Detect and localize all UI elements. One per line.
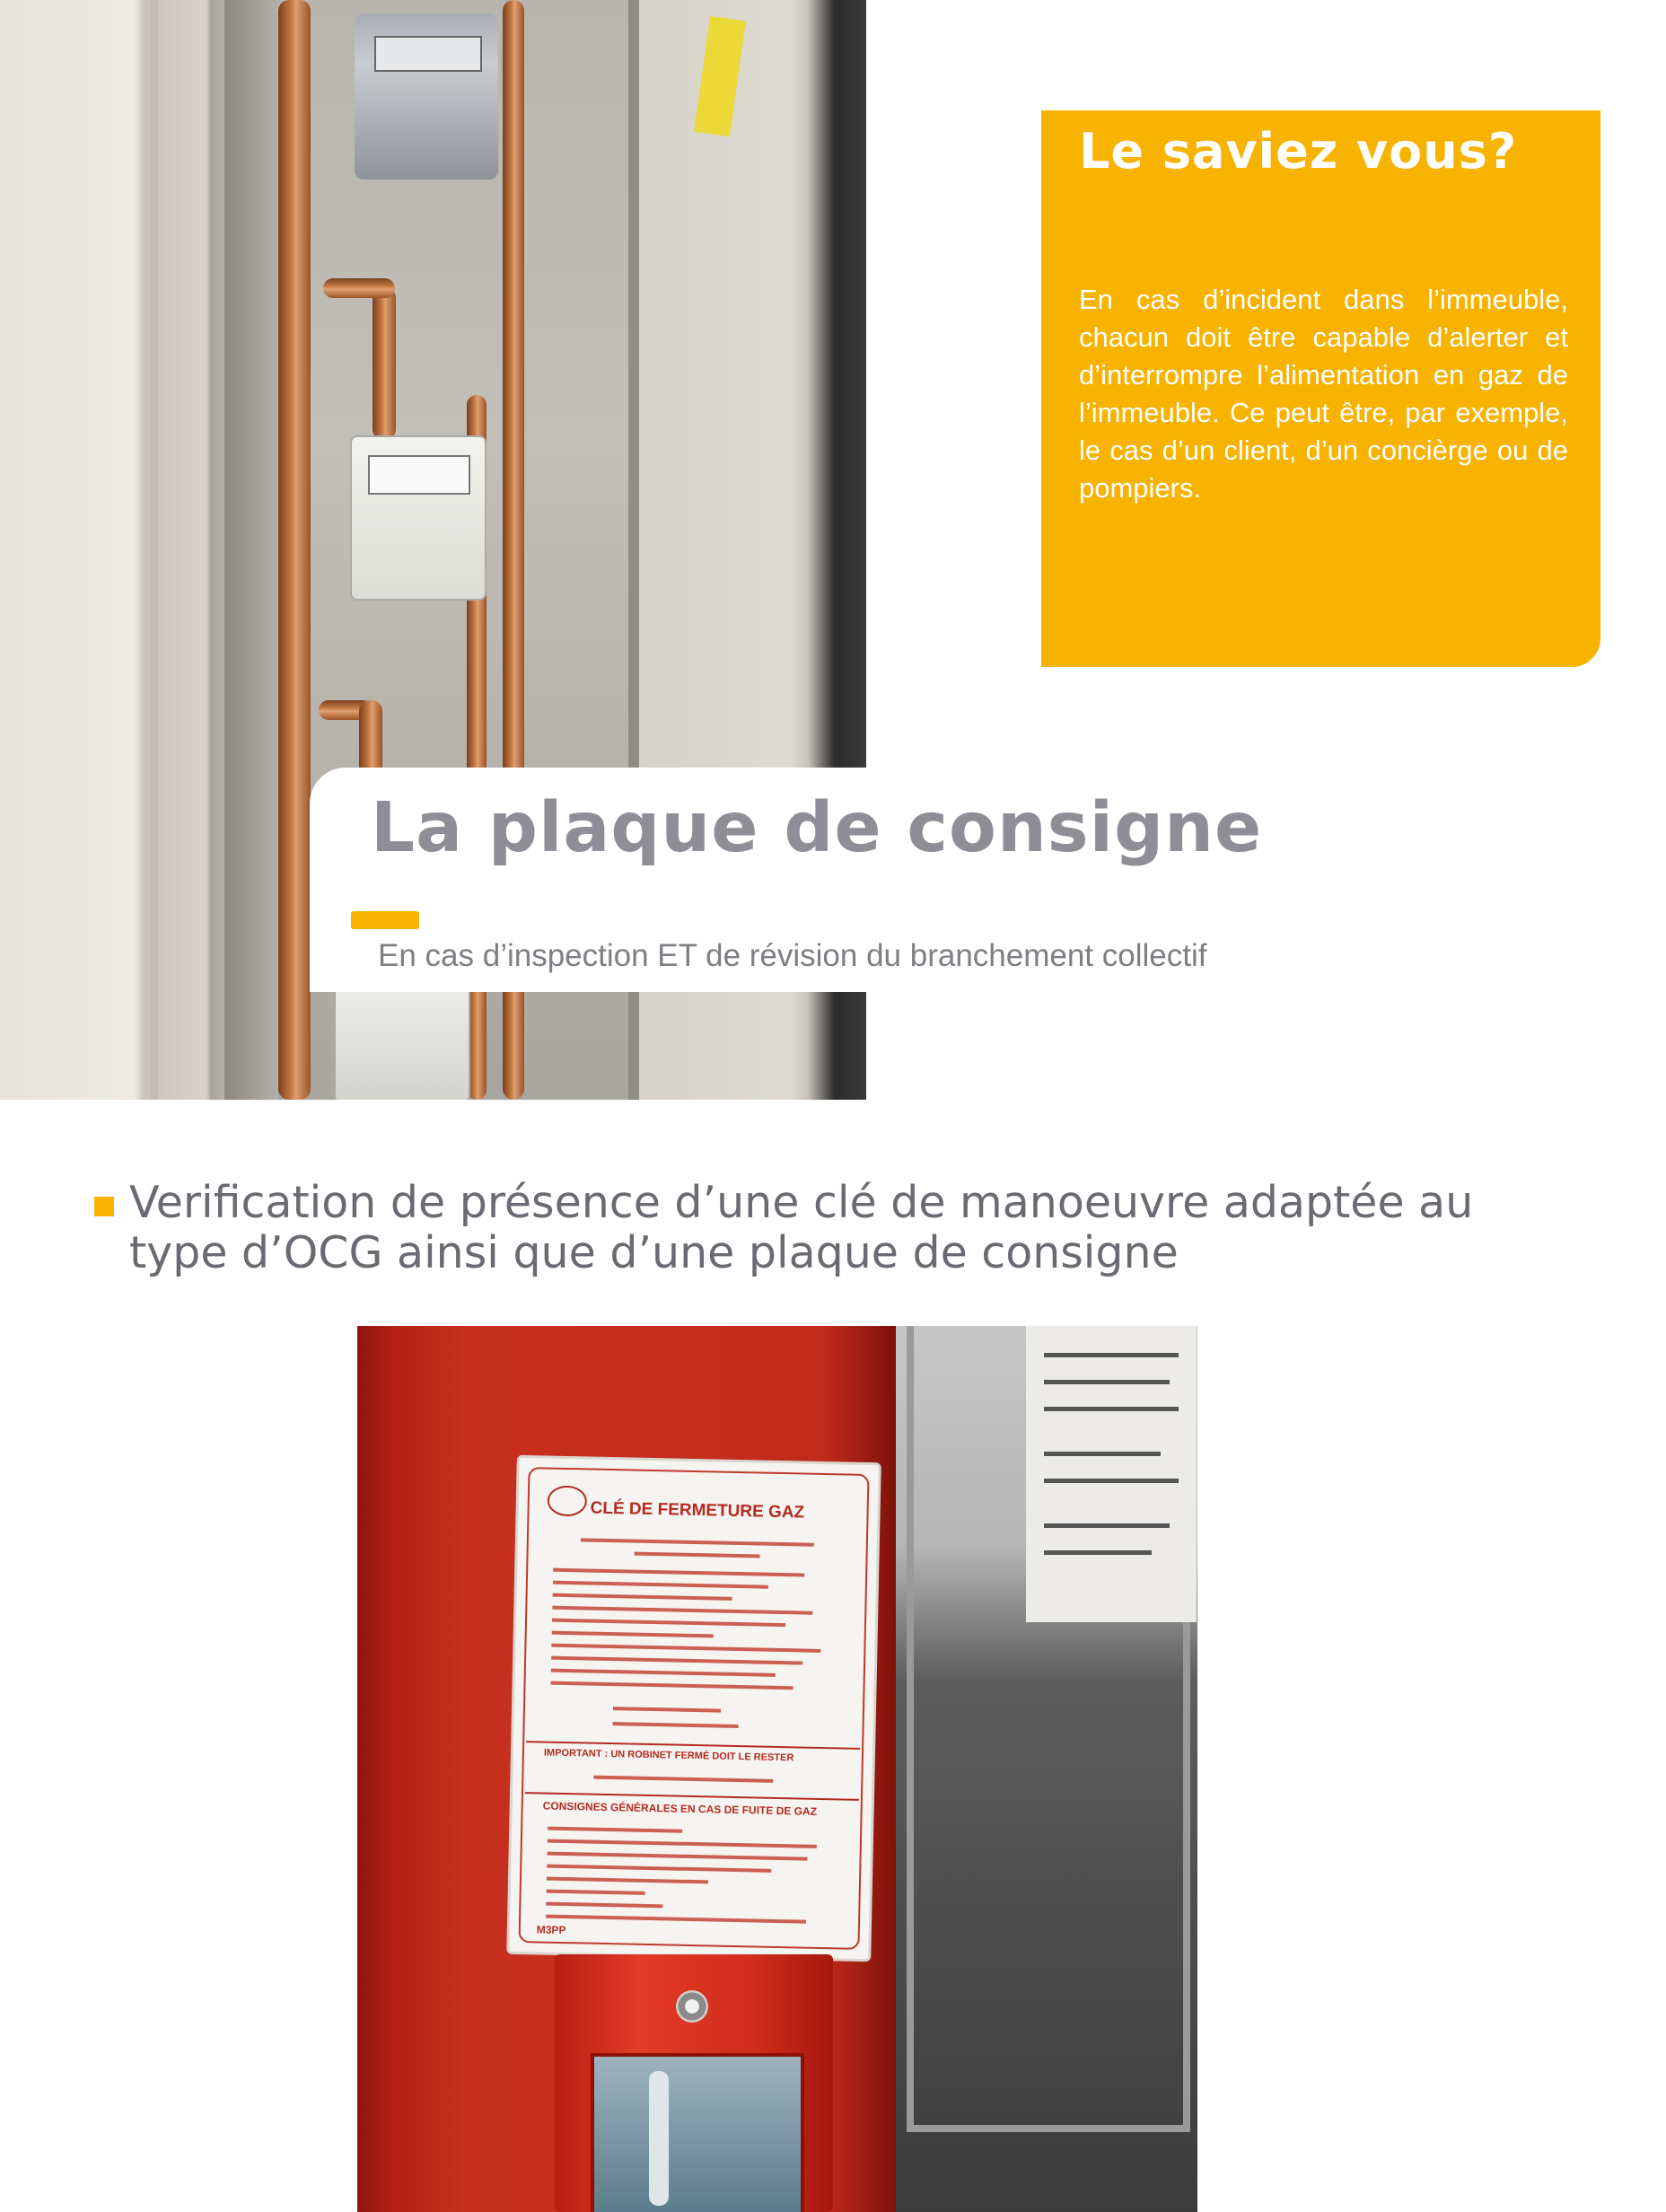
gas-meter bbox=[355, 13, 498, 180]
copper-pipe bbox=[278, 0, 311, 1100]
gas-meter bbox=[350, 435, 487, 601]
door-frame bbox=[151, 0, 158, 1100]
plate-important: IMPORTANT : UN ROBINET FERMÉ DOIT LE RESTER bbox=[543, 1747, 794, 1764]
yellow-label bbox=[694, 16, 746, 136]
page-subtitle: En cas d’inspection ET de révision du branchement collectif bbox=[378, 938, 1207, 973]
plate-footer: M3PP bbox=[536, 1923, 566, 1937]
paper-notice bbox=[1026, 1326, 1197, 1622]
plate-title: CLÉ DE FERMETURE GAZ bbox=[590, 1498, 805, 1523]
page-title: La plaque de consigne bbox=[371, 788, 1263, 868]
title-accent-bar bbox=[351, 911, 419, 929]
copper-pipe bbox=[373, 287, 396, 440]
instruction-plate bbox=[506, 1455, 881, 1962]
info-box-title: Le saviez vous? bbox=[1079, 123, 1518, 180]
maneuver-key bbox=[649, 2071, 669, 2206]
info-box-text: En cas d’incident dans l’immeuble, chacun doit être capable d’alerter et d’interrompre l’alimentation en gaz de l’immeuble. Ce peut être, par exemple, le cas d’un client, d’un concièrge ou de pompiers. bbox=[1079, 284, 1568, 504]
gas-meter bbox=[334, 974, 470, 1100]
plate-consignes-title: CONSIGNES GÉNÉRALES EN CAS DE FUITE DE GAZ bbox=[542, 1799, 818, 1818]
copper-pipe bbox=[323, 278, 395, 298]
bullet-marker bbox=[94, 1197, 114, 1216]
instruction-plate-photo bbox=[357, 1326, 1197, 2212]
info-box bbox=[1041, 110, 1600, 667]
wall-shadow bbox=[224, 0, 278, 1100]
lock-icon bbox=[676, 1990, 708, 2023]
key-box bbox=[555, 1954, 833, 2212]
key-box-window bbox=[591, 2053, 804, 2212]
bullet-text: Verification de présence d’une clé de manoeuvre adaptée au type d’OCG ainsi que d’une plaque de consigne bbox=[129, 1177, 1474, 1278]
